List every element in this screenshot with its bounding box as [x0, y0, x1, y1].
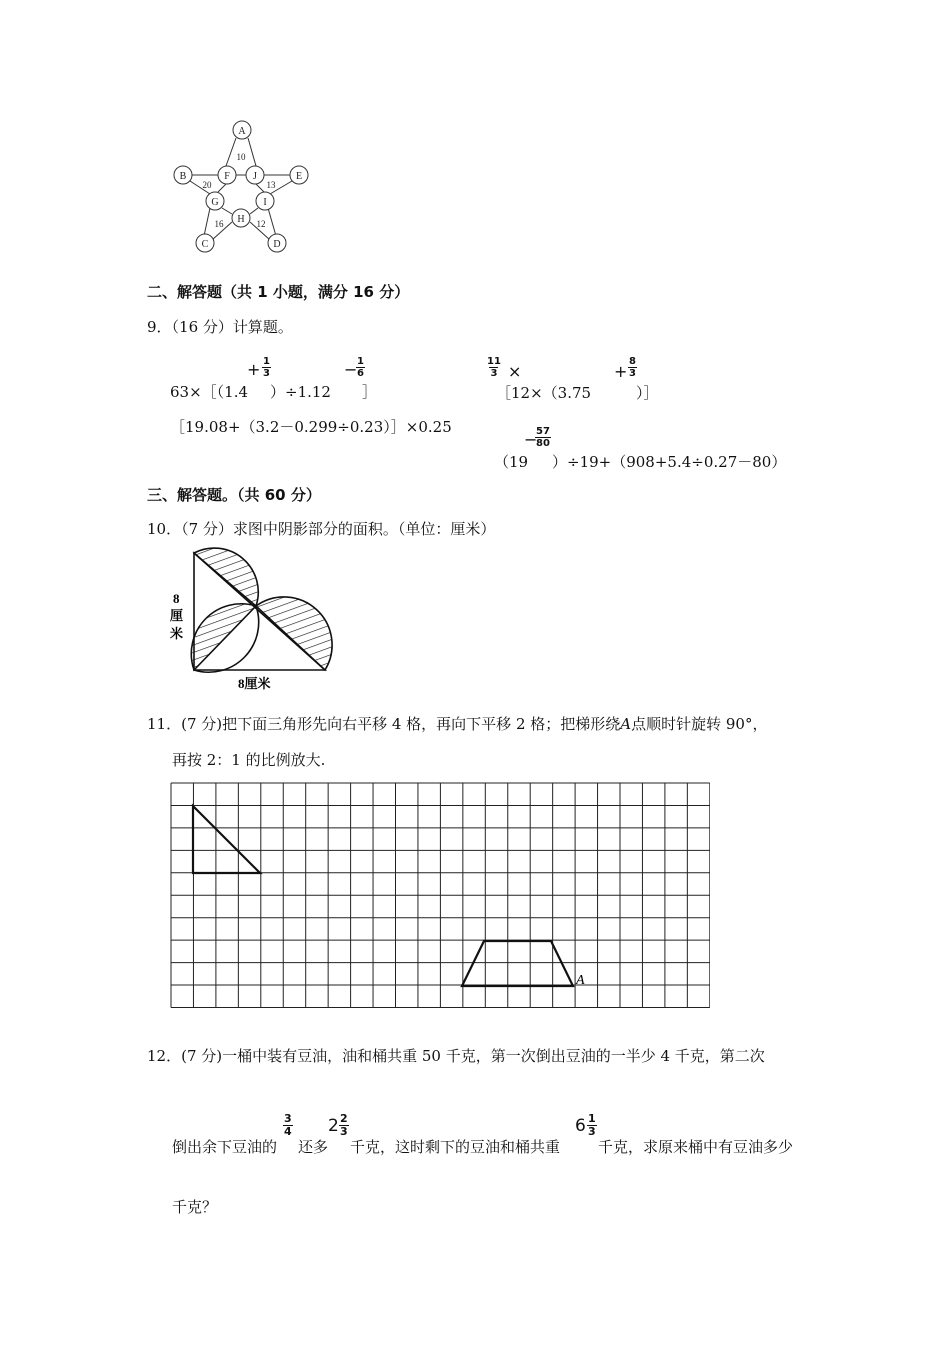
q12-mixed-b-num: 2 [340, 1112, 348, 1125]
q10-side-label-mi: 米 [170, 626, 184, 641]
q9-stem: 9．（16 分）计算题。 [147, 318, 293, 336]
star-figure [160, 115, 320, 260]
q12-line2-a: 倒出余下豆油的 [172, 1138, 278, 1156]
q9-expr4-frac-num: 57 [536, 426, 550, 437]
node-g: G [211, 197, 219, 208]
q9-expr4-part1: （19 [494, 453, 529, 471]
q9-expr1-frac2-sign: − [344, 360, 358, 379]
q12-frac-three-quarters [283, 1113, 293, 1138]
node-d: D [273, 239, 281, 250]
q11-line1-tail: 点顺时针旋转 90°， [631, 715, 768, 733]
q11-line1-text: 11．(7 分)把下面三角形先向右平移 4 格，再向下平移 2 格；把梯形绕 [147, 715, 621, 733]
q12-frac-a-num: 3 [284, 1112, 292, 1125]
q9-expr1-frac1-sign: + [247, 360, 261, 379]
q12-line3: 千克？ [172, 1198, 218, 1216]
q11-line2: 再按 2：1 的比例放大. [172, 751, 326, 769]
q9-expr2-lead-num: 11 [487, 356, 501, 367]
q9-expr1-frac2-den: 6 [357, 368, 364, 379]
q12-mixed-c-den: 3 [588, 1125, 596, 1138]
q10-side-label-li: 厘 [170, 608, 184, 623]
q9-expr4-frac-sign: − [524, 430, 538, 449]
edge-label-12: 12 [256, 219, 266, 229]
q9-expr1-part1: 63×［（1.4 [170, 383, 249, 401]
q9-expr2-lead-den: 3 [490, 368, 498, 379]
node-e: E [295, 171, 303, 182]
q10-bottom-label: 8厘米 [238, 676, 271, 691]
q12-mixed-b-den: 3 [340, 1125, 348, 1138]
q9-expr2-part2: ）］ [636, 384, 659, 402]
q9-expr1-frac1-den: 3 [263, 368, 270, 379]
q9-expr1-frac2-num: 1 [357, 356, 364, 367]
q9-expr1-frac2 [356, 356, 365, 379]
q9-expr2-part1: ［12×（3.75 [496, 384, 592, 402]
node-h: H [237, 214, 245, 225]
q11-trapezoid [462, 941, 573, 986]
edge-label-10: 10 [236, 152, 246, 162]
q11-line1 [147, 713, 767, 734]
q12-mixed-c-whole: 6 [575, 1116, 586, 1136]
node-i: I [263, 197, 267, 208]
q10-stem: 10．（7 分）求图中阴影部分的面积。（单位：厘米） [147, 520, 496, 538]
q12-mixed-b-frac [339, 1113, 349, 1138]
q9-expr3: ［19.08+（3.2－0.299÷0.23）］×0.25 [170, 418, 452, 436]
q10-shaded-figure [160, 545, 335, 695]
q9-expr2-frac [628, 356, 637, 379]
q11-grid-lines [171, 783, 710, 1008]
q11-point-a-label: A [576, 973, 585, 988]
q9-expr2-frac-sign: + [614, 362, 628, 381]
q11-triangle [193, 806, 260, 873]
q11-point-inline: A [620, 715, 632, 733]
q12-line2-b: 还多 [298, 1138, 329, 1156]
edge-label-16: 16 [214, 219, 224, 229]
q12-line2-c: 千克，这时剩下的豆油和桶共重 [350, 1138, 561, 1156]
q12-line2-d: 千克，求原来桶中有豆油多少 [598, 1138, 794, 1156]
node-b: B [179, 171, 187, 182]
q9-expr4-part2: ）÷19+（908+5.4÷0.27－80） [552, 453, 787, 471]
q9-expr1-part2: ）÷1.12 [270, 383, 331, 401]
q9-expr1-part3: ］ [362, 383, 378, 401]
q11-grid-figure [170, 782, 710, 1012]
node-j: J [253, 171, 257, 182]
q9-expr1-frac1 [262, 356, 271, 379]
node-a: A [238, 126, 246, 137]
q9-expr4-frac [535, 426, 551, 449]
q12-mixed-b-whole: 2 [328, 1116, 339, 1136]
q9-expr4-frac-den: 80 [536, 438, 550, 449]
section2-heading: 二、解答题（共 1 小题，满分 16 分） [147, 283, 410, 301]
q9-expr2-frac-num: 8 [629, 356, 636, 367]
q9-expr2-lead-frac [486, 356, 502, 379]
q12-mixed-c-num: 1 [588, 1112, 596, 1125]
node-c: C [201, 239, 209, 250]
q9-expr1-frac1-num: 1 [263, 356, 270, 367]
q9-expr2-frac-den: 3 [629, 368, 636, 379]
q12-frac-a-den: 4 [284, 1125, 292, 1138]
q12-line1: 12．(7 分)一桶中装有豆油，油和桶共重 50 千克，第一次倒出豆油的一半少 4 千克，第二次 [147, 1047, 765, 1065]
edge-label-20: 20 [202, 180, 212, 190]
section3-heading: 三、解答题。（共 60 分） [147, 486, 321, 504]
q9-expr2-times: × [508, 362, 522, 381]
edge-label-13: 13 [266, 180, 276, 190]
node-f: F [224, 171, 230, 182]
q10-side-label-8: 8 [173, 591, 180, 606]
q12-mixed-c-frac [587, 1113, 597, 1138]
